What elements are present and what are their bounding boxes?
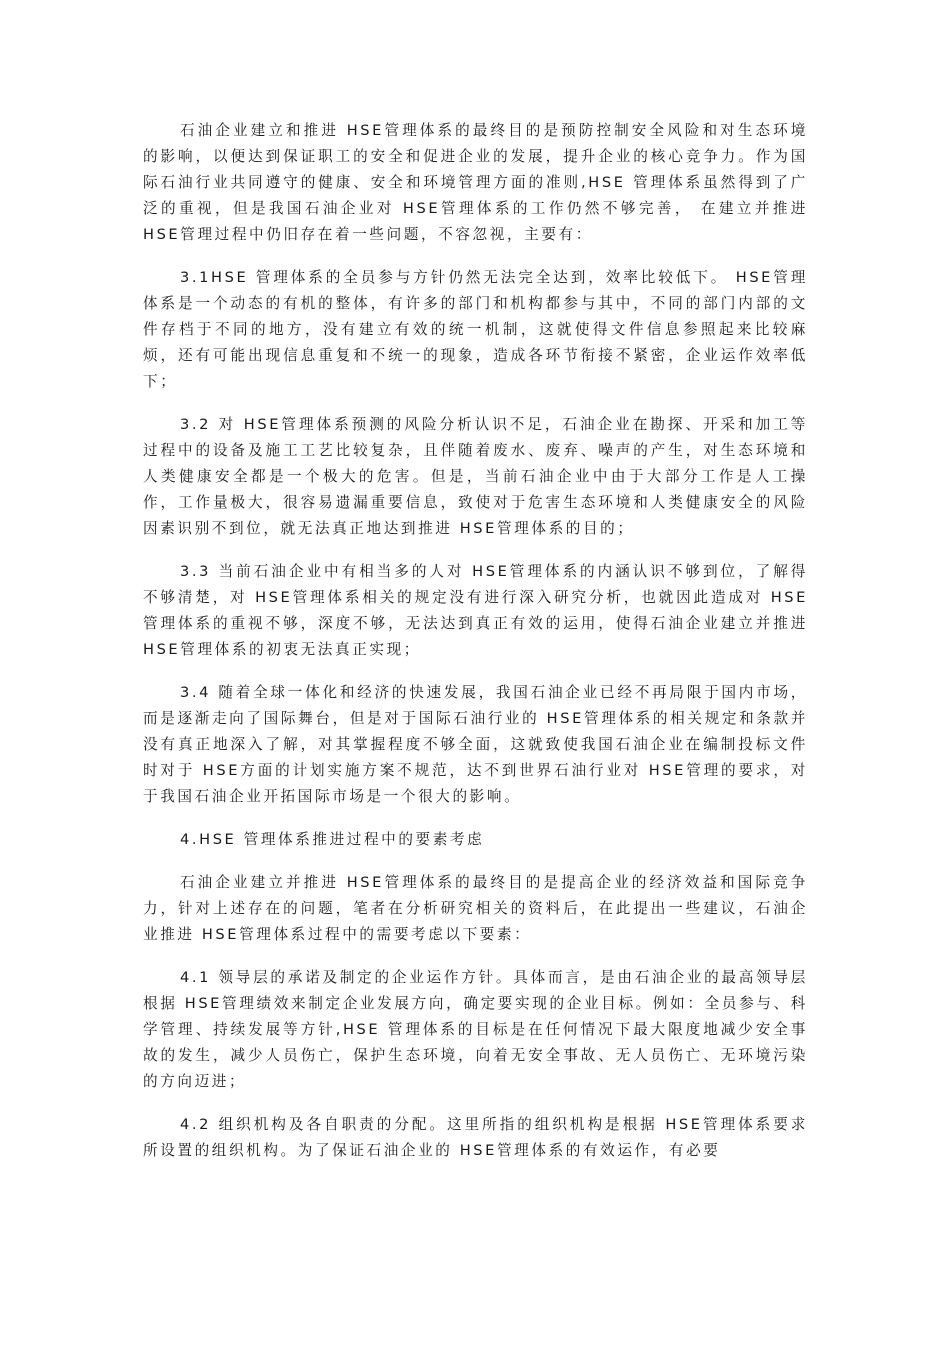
paragraph-3-2: 3.2 对 HSE管理体系预测的风险分析认识不足，石油企业在勘探、开采和加工等过程中的设备及施工工艺比较复杂，且伴随着废水、废弃、噪声的产生，对生态环境和人类健康安全都是一个极大的危害。但是，当前石油企业中由于大部分工作是人工操作，工作量极大，很容易遗漏重要信息，致使对于危害生态环境和人类健康安全的风险因素识别不到位，就无法真正地达到推进 HSE管理体系的目的； bbox=[143, 416, 808, 537]
paragraph-4-2: 4.2 组织机构及各自职责的分配。这里所指的组织机构是根据 HSE管理体系要求所设置的组织机构。为了保证石油企业的 HSE管理体系的有效运作，有必要 bbox=[143, 1116, 808, 1159]
paragraph-intro: 石油企业建立和推进 HSE管理体系的最终目的是预防控制安全风险和对生态环境的影响，以便达到保证职工的安全和促进企业的发展，提升企业的核心竞争力。作为国际石油行业共同遵守的健康、安全和环境管理方面的准则,HSE 管理体系虽然得到了广泛的重视，但是我国石油企业对 HSE管理体系的工作仍然不够完善， 在建立并推进 HSE管理过程中仍旧存在着一些问题，不容忽视，主要有： bbox=[143, 122, 808, 243]
paragraph-3-1: 3.1HSE 管理体系的全员参与方针仍然无法完全达到，效率比较低下。 HSE管理体系是一个动态的有机的整体，有许多的部门和机构都参与其中，不同的部门内部的文件存档于不同的地方，没有建立有效的统一机制，这就使得文件信息参照起来比较麻烦，还有可能出现信息重复和不统一的现象，造成各环节衔接不紧密，企业运作效率低下； bbox=[143, 269, 808, 390]
paragraph-3-4: 3.4 随着全球一体化和经济的快速发展，我国石油企业已经不再局限于国内市场，而是逐渐走向了国际舞台，但是对于国际石油行业的 HSE管理体系的相关规定和条款并没有真正地深入了解，对其掌握程度不够全面，这就致使我国石油企业在编制投标文件时对于 HSE方面的计划实施方案不规范，达不到世界石油行业对 HSE管理的要求，对于我国石油企业开拓国际市场是一个很大的影响。 bbox=[143, 684, 808, 805]
document-body bbox=[143, 118, 808, 1181]
paragraph-4-1: 4.1 领导层的承诺及制定的企业运作方针。具体而言，是由石油企业的最高领导层根据 HSE管理绩效来制定企业发展方向，确定要实现的企业目标。例如：全员参与、科学管理、持续发展等方针,HSE 管理体系的目标是在任何情况下最大限度地减少安全事故的发生，减少人员伤亡，保护生态环境，向着无安全事故、无人员伤亡、无环境污染的方向迈进； bbox=[143, 969, 808, 1090]
paragraph-3-3: 3.3 当前石油企业中有相当多的人对 HSE管理体系的内涵认识不够到位，了解得不够清楚，对 HSE管理体系相关的规定没有进行深入研究分析，也就因此造成对 HSE管理体系的重视不够，深度不够，无法达到真正有效的运用，使得石油企业建立并推进 HSE管理体系的初衷无法真正实现； bbox=[143, 563, 808, 658]
section-heading-4: 4.HSE 管理体系推进过程中的要素考虑 bbox=[180, 831, 485, 848]
paragraph-4-intro: 石油企业建立并推进 HSE管理体系的最终目的是提高企业的经济效益和国际竞争力，针对上述存在的问题，笔者在分析研究相关的资料后，在此提出一些建议，石油企业推进 HSE管理体系过程中的需要考虑以下要素： bbox=[143, 874, 808, 943]
